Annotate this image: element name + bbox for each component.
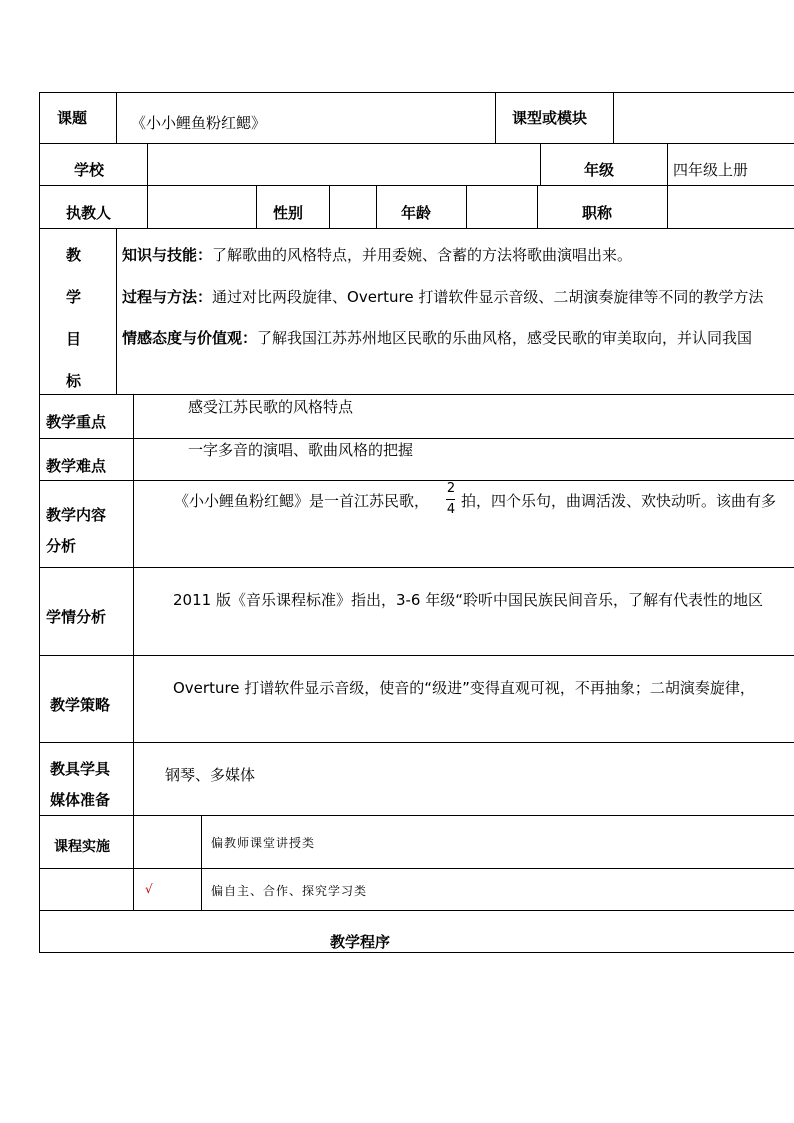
meter-fraction-bar bbox=[446, 499, 455, 500]
grade-value: 四年级上册 bbox=[673, 161, 749, 179]
content-analysis-label-2: 分析 bbox=[46, 537, 77, 555]
objective-knowledge bbox=[122, 246, 632, 264]
strategy-label: 教学策略 bbox=[50, 696, 111, 714]
strategy-text: Overture 打谱软件显示音级，使音的“级进”变得直观可视，不再抽象；二胡演奏旋律， bbox=[173, 679, 755, 697]
content-analysis-text-continued: 拍，四个乐句，曲调活泼、欢快动听。该曲有多 bbox=[461, 492, 777, 510]
objectives-label-char: 学 bbox=[66, 288, 82, 306]
topic-label: 课题 bbox=[57, 109, 88, 127]
objectives-label-char: 目 bbox=[66, 330, 82, 348]
school-label: 学校 bbox=[74, 161, 105, 179]
teacher-label: 执教人 bbox=[66, 204, 112, 222]
objective-label: 情感态度与价值观： bbox=[122, 329, 258, 347]
age-label: 年龄 bbox=[401, 204, 432, 222]
difficulty-text: 一字多音的演唱、歌曲风格的把握 bbox=[188, 441, 414, 459]
content-analysis-text: 《小小鲤鱼粉红鳃》是一首江苏民歌， bbox=[174, 492, 430, 510]
focus-text: 感受江苏民歌的风格特点 bbox=[188, 398, 354, 416]
focus-label: 教学重点 bbox=[46, 413, 107, 431]
procedure-heading: 教学程序 bbox=[330, 933, 391, 951]
media-label-2: 媒体准备 bbox=[50, 791, 111, 809]
topic-value: 《小小鲤鱼粉红鳃》 bbox=[131, 114, 267, 132]
meter-numerator: 2 bbox=[446, 481, 456, 496]
student-analysis-label: 学情分析 bbox=[46, 608, 107, 626]
objective-label: 过程与方法： bbox=[122, 288, 213, 306]
objective-text: 通过对比两段旋律、Overture 打谱软件显示音级、二胡演奏旋律等不同的教学方法 bbox=[212, 288, 764, 306]
content-analysis-label: 教学内容 bbox=[46, 506, 107, 524]
media-text: 钢琴、多媒体 bbox=[165, 766, 256, 784]
media-label: 教具学具 bbox=[50, 760, 111, 778]
student-analysis-text: 2011 版《音乐课程标准》指出，3-6 年级“聆听中国民族民间音乐，了解有代表性的地区 bbox=[173, 591, 763, 609]
objective-process bbox=[122, 288, 763, 306]
grade-label: 年级 bbox=[584, 161, 615, 179]
objectives-label-char: 教 bbox=[66, 246, 82, 264]
title-label: 职称 bbox=[582, 204, 613, 222]
gender-label: 性别 bbox=[273, 204, 304, 222]
objective-text: 了解我国江苏苏州地区民歌的乐曲风格，感受民歌的审美取向，并认同我国 bbox=[257, 329, 753, 347]
implementation-option-inquiry: 偏自主、合作、探究学习类 bbox=[211, 884, 368, 898]
implementation-check-mark[interactable]: √ bbox=[145, 882, 153, 896]
objective-attitude bbox=[122, 329, 752, 347]
objective-text: 了解歌曲的风格特点，并用委婉、含蓄的方法将歌曲演唱出来。 bbox=[212, 246, 633, 264]
type-label: 课型或模块 bbox=[512, 109, 588, 127]
objectives-label-char: 标 bbox=[66, 372, 82, 390]
objective-label: 知识与技能： bbox=[122, 246, 213, 264]
implementation-label: 课程实施 bbox=[54, 839, 110, 855]
difficulty-label: 教学难点 bbox=[46, 457, 107, 475]
meter-denominator: 4 bbox=[446, 502, 456, 517]
implementation-option-lecture: 偏教师课堂讲授类 bbox=[211, 836, 316, 850]
